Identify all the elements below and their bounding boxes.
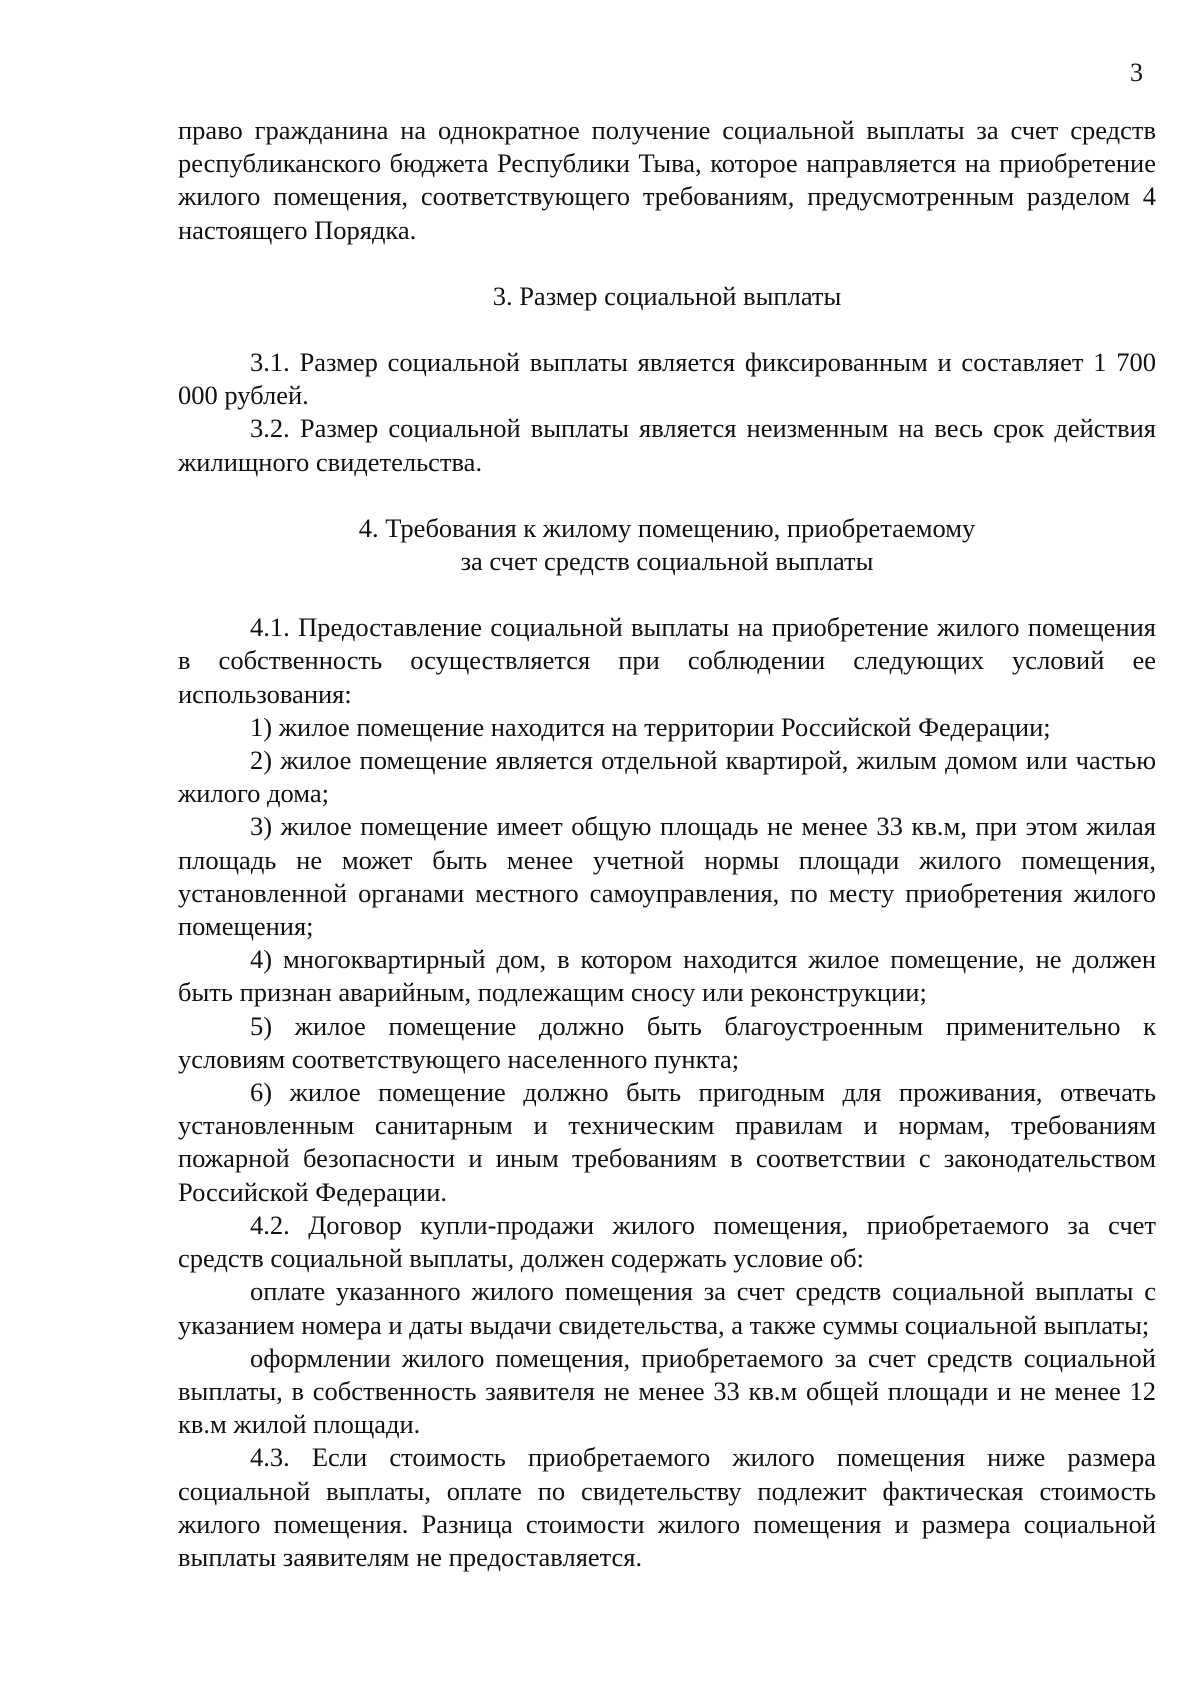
list-item-3: 3) жилое помещение имеет общую площадь не менее 33 кв.м, при этом жилая площадь не может быть менее учетной нормы площади жилого помещения, установленной органами местного самоуправления, по месту приобретения жилого помещения; <box>178 811 1156 942</box>
page-number: 3 <box>1130 58 1143 87</box>
paragraph-3-1: 3.1. Размер социальной выплаты является фиксированным и составляет 1 700 000 рублей. <box>178 347 1156 411</box>
paragraph-4-1: 4.1. Предоставление социальной выплаты на приобретение жилого помещения в собственность осуществляется при соблюдении следующих условий ее использования: <box>178 612 1156 709</box>
section-4-heading-line-2: за счет средств социальной выплаты <box>460 546 874 577</box>
paragraph-3-2: 3.2. Размер социальной выплаты является неизменным на весь срок действия жилищного свидетельства. <box>178 413 1156 477</box>
paragraph-4-2: 4.2. Договор купли-продажи жилого помещения, приобретаемого за счет средств социальной выплаты, должен содержать условие об: <box>178 1209 1156 1274</box>
section-3-heading: 3. Размер социальной выплаты <box>492 280 842 311</box>
paragraph-4-2-condition-payment: оплате указанного жилого помещения за счет средств социальной выплаты с указанием номера и даты выдачи свидетельства, а также суммы социальной выплаты; <box>178 1276 1156 1340</box>
intro-paragraph: право гражданина на однократное получение социальной выплаты за счет средств республиканского бюджета Республики Тыва, которое направляется на приобретение жилого помещения, соответствующего требованиям, предусмотренным разделом 4 настоящего Порядка. <box>178 115 1156 245</box>
section-4-heading-line-1: 4. Требования к жилому помещению, приобретаемому <box>358 512 976 543</box>
section-4-heading <box>178 512 1156 578</box>
list-item-2: 2) жилое помещение является отдельной квартирой, жилым домом или частью жилого дома; <box>178 745 1156 809</box>
list-item-4: 4) многоквартирный дом, в котором находится жилое помещение, не должен быть признан аварийным, подлежащим сносу или реконструкции; <box>178 944 1156 1008</box>
list-item-5: 5) жилое помещение должно быть благоустроенным применительно к условиям соответствующего населенного пункта; <box>178 1010 1156 1074</box>
paragraph-4-2-condition-ownership: оформлении жилого помещения, приобретаемого за счет средств социальной выплаты, в собственность заявителя не менее 33 кв.м общей площади и не менее 12 кв.м жилой площади. <box>178 1342 1156 1440</box>
paragraph-4-3: 4.3. Если стоимость приобретаемого жилого помещения ниже размера социальной выплаты, оплате по свидетельству подлежит фактическая стоимость жилого помещения. Разница стоимости жилого помещения и размера социальной выплаты заявителям не предоставляется. <box>178 1442 1156 1572</box>
list-item-1: 1) жилое помещение находится на территории Российской Федерации; <box>250 711 1051 742</box>
list-item-6: 6) жилое помещение должно быть пригодным для проживания, отвечать установленным санитарным и техническим правилам и нормам, требованиям пожарной безопасности и иным требованиям в соответствии с законодательством Российской Федерации. <box>178 1077 1156 1207</box>
document-body <box>178 114 1156 1574</box>
